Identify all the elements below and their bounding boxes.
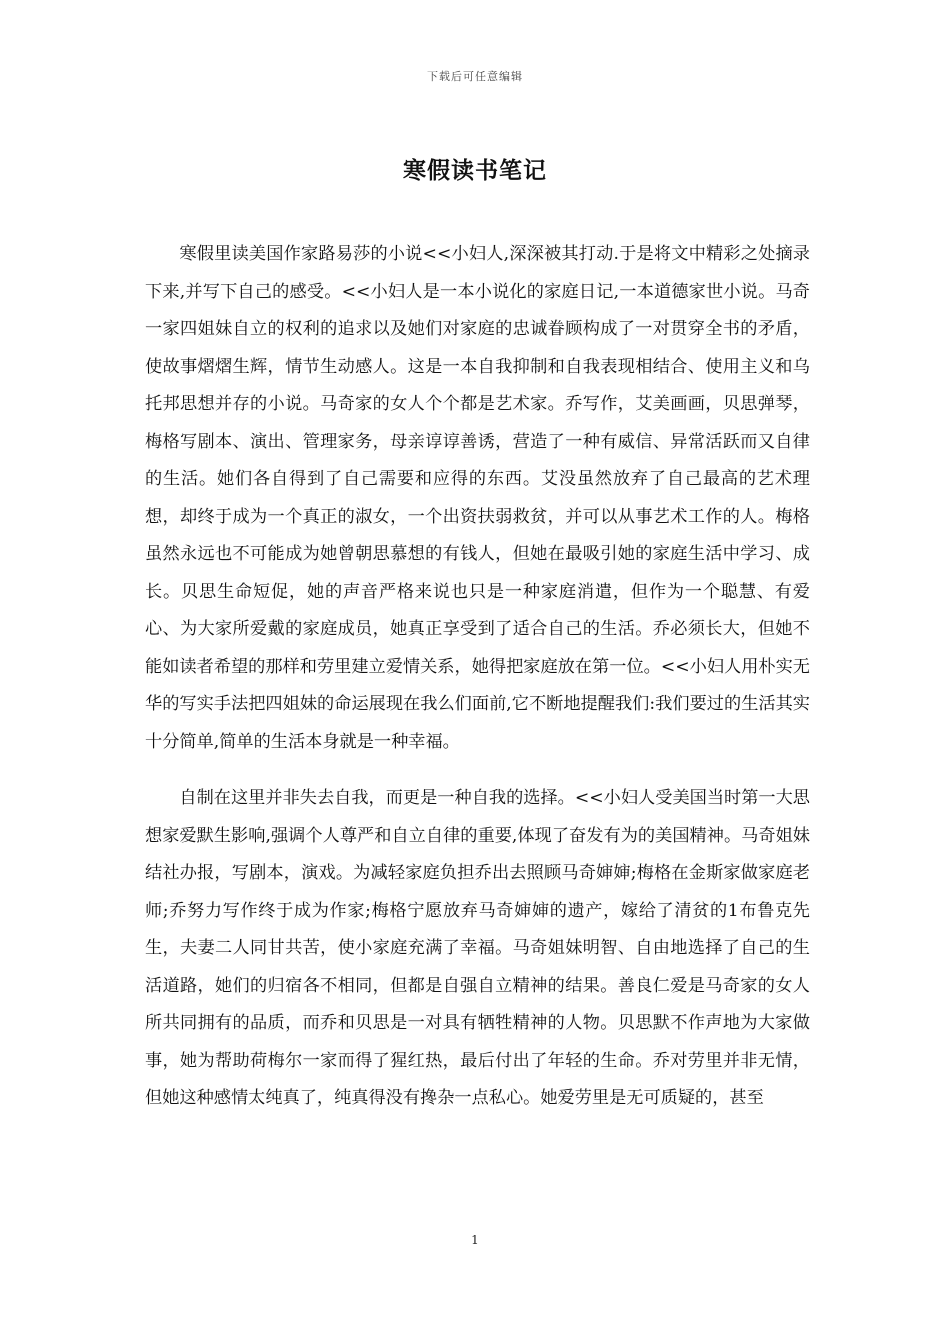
body-paragraph-1: 寒假里读美国作家路易莎的小说<<小妇人,深深被其打动.于是将文中精彩之处摘录下来,并写下自己的感受。<<小妇人是一本小说化的家庭日记,一本道德家世小说。马奇一家四姐妹自立的权利的追求以及她们对家庭的忠诚眷顾构成了一对贯穿全书的矛盾，使故事熠熠生辉，情节生动感人。这是一本自我抑制和自我表现相结合、使用主义和乌托邦思想并存的小说。马奇家的女人个个都是艺术家。乔写作，艾美画画，贝思弹琴，梅格写剧本、演出、管理家务，母亲谆谆善诱，营造了一种有威信、异常活跃而又自律的生活。她们各自得到了自己需要和应得的东西。艾没虽然放弃了自己最高的艺术理想，却终于成为一个真正的淑女，一个出资扶弱救贫，并可以从事艺术工作的人。梅格虽然永远也不可能成为她曾朝思慕想的有钱人，但她在最吸引她的家庭生活中学习、成长。贝思生命短促，她的声音严格来说也只是一种家庭消遣，但作为一个聪慧、有爱心、为大家所爱戴的家庭成员，她真正享受到了适合自己的生活。乔必须长大，但她不能如读者希望的那样和劳里建立爱情关系，她得把家庭放在第一位。<<小妇人用朴实无华的写实手法把四姐妹的命运展现在我么们面前,它不断地提醒我们:我们要过的生活其实十分简单,简单的生活本身就是一种幸福。 (145, 244, 810, 752)
header-note: 下载后可任意编辑 (427, 70, 523, 83)
page-number: 1 (471, 1233, 479, 1247)
body-paragraph-2: 自制在这里并非失去自我，而更是一种自我的选择。<<小妇人受美国当时第一大思想家爱默生影响,强调个人尊严和自立自律的重要,体现了奋发有为的美国精神。马奇姐妹结社办报，写剧本，演戏。为减轻家庭负担乔出去照顾马奇婶婶;梅格在金斯家做家庭老师;乔努力写作终于成为作家;梅格宁愿放弃马奇婶婶的遗产，嫁给了清贫的1布鲁克先生，夫妻二人同甘共苦，使小家庭充满了幸福。马奇姐妹明智、自由地选择了自己的生活道路，她们的归宿各不相同，但都是自强自立精神的结果。善良仁爱是马奇家的女人所共同拥有的品质，而乔和贝思是一对具有牺牲精神的人物。贝思默不作声地为大家做事，她为帮助荷梅尔一家而得了猩红热，最后付出了年轻的生命。乔对劳里并非无情，但她这种感情太纯真了，纯真得没有搀杂一点私心。她爱劳里是无可质疑的，甚至 (145, 788, 810, 1108)
document-body (145, 236, 810, 1118)
document-title: 寒假读书笔记 (403, 157, 547, 184)
